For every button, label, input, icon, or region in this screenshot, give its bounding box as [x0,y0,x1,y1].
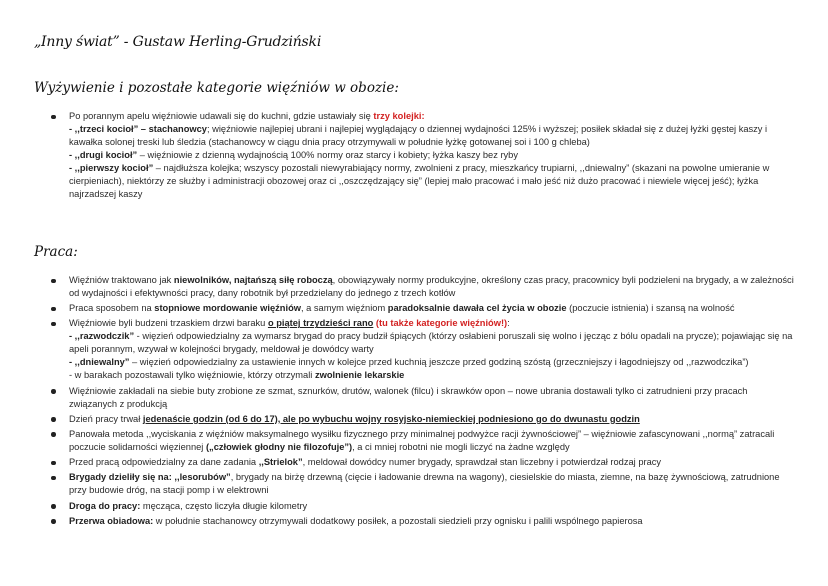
text: Więźniów traktowano jak [69,275,174,285]
text: – najdłuższa kolejka; wszyscy pozostali niewyrabiający normy, zwolnieni z pracy, mieszkańcy trupiarni, ,,dniewalny” (skazani na powolne umieranie w cierpieniach), niektórzy ze służby i administracji obozowej oraz ci ,,oszczędzający się” (lepiej mało pracować i mało jeść niż dużo pracować i niewiele więcej jeść); łyżka najrzadszej kaszy [69,163,770,199]
list-item [50,274,795,300]
bold-text: Droga do pracy: [69,500,141,511]
text: – więźniowie z dzienną wydajnością 100% normy oraz starcy i kobiety; łyżka kaszy bez ryby [137,150,519,160]
text: , obowiązywały normy produkcyjne, określony czas pracy, pracownicy byli podzieleni na brygady, a w zależności od wydajności i efektywności pracy, dany robotnik był przedzielany do jednego z trzech kotłów [69,275,794,298]
section-heading-food: Wyżywienie i pozostałe kategorie więźniów w obozie: [34,80,399,96]
bold-text: Brygady dzieliły się na: ,,lesorubów” [69,472,231,483]
text: , a ci mniej robotni nie mogli liczyć na żadne względy [352,441,570,452]
list-item [50,385,795,411]
section-heading-work: Praca: [34,244,78,260]
text: - w barakach pozostawali tylko więźniowie, którzy otrzymali [69,370,315,381]
food-list [50,110,795,203]
list-item [50,428,795,454]
bold-text: ,,Strielok” [258,457,303,468]
text: Praca sposobem na [69,303,155,314]
text: , a samym więźniom [300,303,388,314]
list-item [50,110,795,201]
text: Panowała metoda ,,wyciskania z więźniów maksymalnego wysiłku fizycznego przy minimalnej podwyżce racji żywnościowej” – więźniowie zafascynowani ,,normą” zatracali poczucie solidarności więziennej [69,428,775,452]
list-item [50,302,795,315]
bold-text: zwolnienie lekarskie [314,370,405,381]
text: : [507,318,510,329]
list-item [50,456,795,469]
text: – więzień odpowiedzialny za ustawienie innych w kolejce przed kuchnią jeszcze przed godziną szóstą (grzeczniejszy i łagodniejszy od ,,razwodczika”) [129,357,749,368]
text: Dzień pracy trwał [69,413,143,424]
list-item [50,471,795,497]
text: w południe stachanowcy otrzymywali dodatkowy posiłek, a pozostali siedzieli przy ognisku i palili wspólnego papierosa [153,515,643,526]
text: Po porannym apelu więźniowie udawali się do kuchni, gdzie ustawiały się [69,111,374,121]
category-label: - ,,trzeci kocioł” – stachanowcy [69,124,207,134]
bold-text: Przerwa obiadowa: [69,515,154,526]
text: ; więźniowie najlepiej ubrani i najlepiej wyglądający o dziennej wydajności 125% i wyższej; posiłek składał się z dużej łyżki gęstej kaszy i kawałka solonej treski lub śledzia (stachanowcy w ciągu dnia pracy otrzymywali w południe łyżkę gotowanej soi i 100 g chleba) [69,124,768,147]
bold-underlined-text: o piątej trzydzieści rano [267,318,374,329]
text: , brygady na birżę drzewną (cięcie i ładowanie drewna na wagony), ciesielskie do miasta, ziemne, na bazę żywnościową, zatrudnione przy budowie dróg, na stacji pomp i w elektrowni [69,472,780,496]
text: - więzień odpowiedzialny za wymarsz brygad do pracy budził śpiących (którzy osłabieni poruszali się wolno i jęcząc z bólu opadali na prycze); pojawiając się na apeli porannym, wzywał w kolejności brygady, meldował je dowódcy warty [69,331,793,355]
text: , meldował dowódcy numer brygady, sprawdzał stan liczebny i potwierdzał rodzaj pracy [302,457,662,468]
category-label: - ,,pierwszy kocioł” [69,163,154,173]
document-title: „Inny świat” - Gustaw Herling-Grudziński [34,34,322,50]
text: Przed pracą odpowiedzialny za dane zadania [69,457,259,468]
text: (poczucie istnienia) i szansą na wolność [566,303,735,314]
bold-text: stopniowe mordowanie więźniów [154,303,301,314]
highlight-text: trzy kolejki: [373,111,425,121]
bold-text: paradoksalnie dawała cel życia w obozie [387,303,567,314]
list-item [50,515,795,528]
list-item [50,500,795,513]
bold-text: niewolników, najtańszą siłę roboczą [173,275,333,285]
bold-text: („człowiek głodny nie filozofuje”) [205,441,353,452]
bold-underlined-text: jedenaście godzin (od 6 do 17), ale po wybuchu wojny rosyjsko-niemieckiej podniesiono go do dwunastu godzin [142,413,640,424]
list-item [50,317,795,382]
text: Więźniowie byli budzeni trzaskiem drzwi baraku [69,318,268,329]
text: męcząca, często liczyła długie kilometry [140,500,308,511]
highlight-text: (tu także kategorie więźniów!) [373,318,508,329]
category-label: - ,,dniewalny” [69,357,130,368]
list-item [50,413,795,426]
category-label: - ,,drugi kocioł” [69,150,138,160]
category-label: - ,,razwodczik” [69,331,135,342]
text: Więźniowie zakładali na siebie buty zrobione ze szmat, sznurków, drutów, walonek (filcu) i skrawków opon – nowe ubrania dostawali tylko ci zatrudnieni przy pracach związanych z produkcją [69,385,748,409]
work-list [50,274,795,530]
